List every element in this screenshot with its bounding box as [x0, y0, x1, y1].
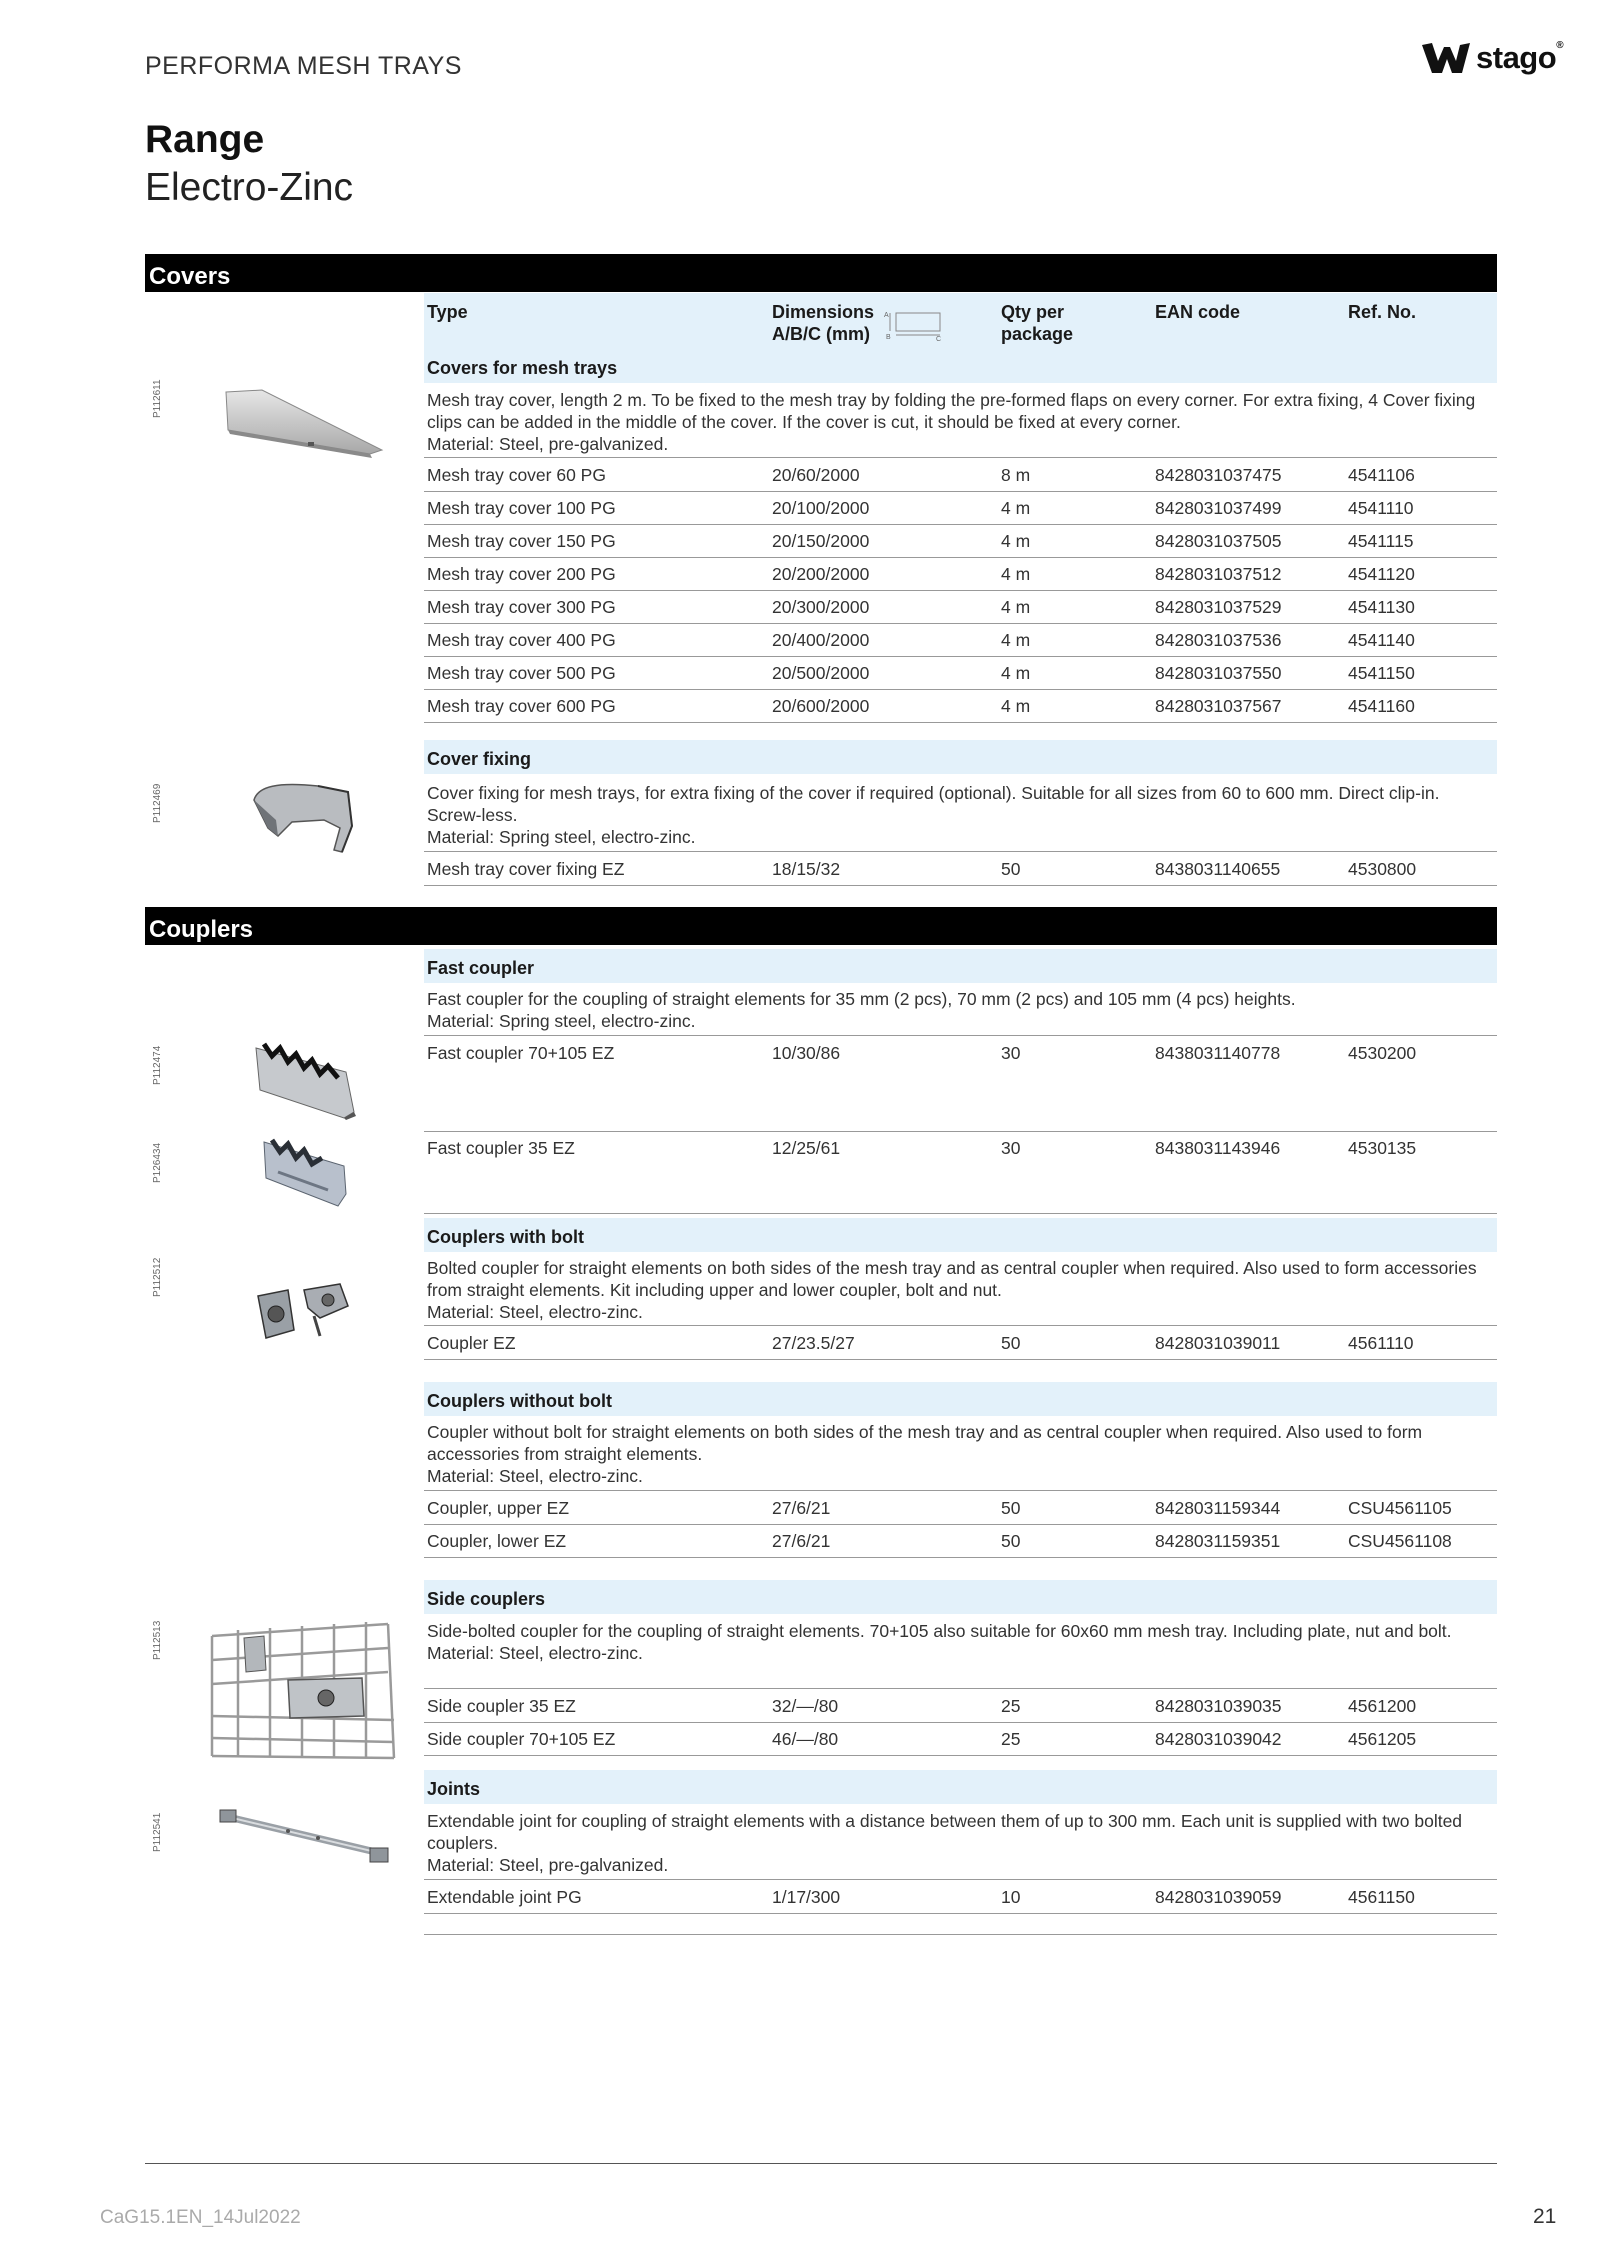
cell-type: Coupler, upper EZ — [427, 1498, 570, 1518]
cell-dimensions: 27/6/21 — [772, 1498, 831, 1518]
column-header-qty: Qty per package — [1001, 302, 1074, 344]
cell-ean: 8428031037512 — [1155, 564, 1282, 584]
cell-dimensions: 20/600/2000 — [772, 696, 870, 716]
description: Coupler without bolt for straight elements on both sides of the mesh tray and as central coupler when required. Also used to form accessories from straight elements. Material: Steel, electro-zinc. — [427, 1422, 1423, 1486]
cell-ean: 8428031159351 — [1155, 1531, 1281, 1551]
table-row — [424, 1326, 1497, 1360]
table-row — [424, 491, 1497, 525]
cell-qty: 50 — [1001, 1498, 1021, 1518]
table-row — [424, 852, 1497, 886]
cell-dimensions: 27/6/21 — [772, 1531, 831, 1551]
document-code: CaG15.1EN_14Jul2022 — [100, 2207, 301, 2228]
cell-dimensions: 18/15/32 — [772, 859, 841, 879]
subsection-couplers-without-bolt: Couplers without bolt — [424, 1382, 1497, 1416]
table-row — [424, 1131, 1497, 1214]
cell-type: Side coupler 70+105 EZ — [427, 1729, 616, 1749]
product-code: P112474 — [152, 1045, 163, 1085]
cell-type: Coupler EZ — [427, 1333, 516, 1353]
cell-ean: 8428031037499 — [1155, 498, 1282, 518]
subsection-side-couplers: Side couplers — [424, 1580, 1497, 1614]
cell-dimensions: 20/100/2000 — [772, 498, 870, 518]
cell-ref: 4530200 — [1348, 1043, 1417, 1063]
range-title: Range — [145, 118, 265, 161]
cell-ref: 4541110 — [1348, 498, 1414, 518]
extendable-joint-image — [218, 1808, 390, 1868]
cell-qty: 8 m — [1001, 465, 1031, 485]
cell-ean: 8428031039035 — [1155, 1696, 1282, 1716]
cover-fixing-clip-image — [248, 780, 358, 854]
table-row — [424, 590, 1497, 624]
subsection-covers-for-mesh-trays: Covers for mesh trays — [424, 349, 1497, 383]
cell-ean: 8428031037529 — [1155, 597, 1282, 617]
cell-type: Mesh tray cover fixing EZ — [427, 859, 625, 879]
cell-qty: 4 m — [1001, 564, 1031, 584]
cell-dimensions: 46/—/80 — [772, 1729, 839, 1749]
dimensions-diagram-icon — [884, 305, 954, 341]
side-coupler-mesh-tray-image — [208, 1620, 398, 1762]
cell-type: Fast coupler 35 EZ — [427, 1138, 575, 1158]
cell-qty: 25 — [1001, 1696, 1021, 1716]
cell-dimensions: 12/25/61 — [772, 1138, 841, 1158]
cell-ref: 4530135 — [1348, 1138, 1417, 1158]
cell-ean: 8438031140655 — [1155, 859, 1281, 879]
footer-divider — [145, 2163, 1497, 2164]
cell-type: Mesh tray cover 200 PG — [427, 564, 616, 584]
cell-ean: 8428031039011 — [1155, 1333, 1281, 1353]
fast-coupler-35-image — [258, 1132, 352, 1210]
table-row — [424, 1036, 1497, 1132]
fast-coupler-70-105-image — [250, 1038, 360, 1120]
subsection-fast-coupler: Fast coupler — [424, 949, 1497, 983]
diagram-label-b: B — [886, 334, 891, 341]
description: Side-bolted coupler for the coupling of straight elements. 70+105 also suitable for 60x60 mm mesh tray. Including plate, nut and bolt. Material: Steel, electro-zinc. — [427, 1621, 1452, 1663]
cell-ref: 4561205 — [1348, 1729, 1417, 1749]
cell-type: Mesh tray cover 400 PG — [427, 630, 616, 650]
cell-ref: 4541140 — [1348, 630, 1415, 650]
description: Bolted coupler for straight elements on both sides of the mesh tray and as central coupler when required. Also used to form accessories from straight elements. Kit including upper and lower coupler, bolt and nut. Material: Steel, electro-zinc. — [427, 1258, 1477, 1322]
description: Fast coupler for the coupling of straight elements for 35 mm (2 pcs), 70 mm (2 pcs) and 105 mm (4 pcs) heights. Material: Spring steel, electro-zinc. — [427, 989, 1296, 1031]
cell-dimensions: 20/200/2000 — [772, 564, 870, 584]
page-number: 21 — [1533, 2205, 1557, 2228]
section-bar-couplers: Couplers — [145, 907, 1497, 945]
document-header-title: PERFORMA MESH TRAYS — [145, 52, 462, 80]
diagram-label-c: C — [936, 336, 942, 341]
cell-dimensions: 1/17/300 — [772, 1887, 841, 1907]
description: Extendable joint for coupling of straight elements with a distance between them of up to 300 mm. Each unit is supplied with two bolted couplers. Material: Steel, pre-galvanized. — [427, 1811, 1463, 1875]
cell-ref: 4561200 — [1348, 1696, 1417, 1716]
table-row — [424, 656, 1497, 690]
cell-type: Mesh tray cover 600 PG — [427, 696, 616, 716]
cell-qty: 50 — [1001, 1531, 1021, 1551]
cell-ref: CSU4561108 — [1348, 1531, 1452, 1551]
table-row — [424, 689, 1497, 723]
cell-ref: 4561150 — [1348, 1887, 1415, 1907]
cell-type: Mesh tray cover 150 PG — [427, 531, 616, 551]
cell-ref: 4541106 — [1348, 465, 1415, 485]
section-bar-covers: Covers — [145, 254, 1497, 292]
diagram-label-a: A — [884, 312, 889, 319]
cell-qty: 4 m — [1001, 696, 1031, 716]
logo-text: stago® — [1476, 40, 1564, 75]
cell-qty: 4 m — [1001, 597, 1031, 617]
cell-qty: 4 m — [1001, 531, 1031, 551]
column-header-ref: Ref. No. — [1348, 302, 1417, 322]
cell-ref: 4541160 — [1348, 696, 1415, 716]
cell-type: Coupler, lower EZ — [427, 1531, 567, 1551]
cell-type: Mesh tray cover 300 PG — [427, 597, 616, 617]
product-code: P112513 — [152, 1620, 163, 1660]
table-row — [424, 1524, 1497, 1558]
cell-dimensions: 10/30/86 — [772, 1043, 841, 1063]
cell-dimensions: 20/150/2000 — [772, 531, 870, 551]
cell-ean: 8428031039059 — [1155, 1887, 1282, 1907]
cell-ean: 8428031037567 — [1155, 696, 1282, 716]
column-header-type: Type — [427, 302, 468, 322]
table-row — [424, 557, 1497, 591]
cell-dimensions: 20/400/2000 — [772, 630, 870, 650]
cell-qty: 30 — [1001, 1138, 1021, 1158]
table-row — [424, 524, 1497, 558]
cell-qty: 4 m — [1001, 498, 1031, 518]
cell-dimensions: 20/500/2000 — [772, 663, 870, 683]
cell-ean: 8438031140778 — [1155, 1043, 1281, 1063]
cell-ean: 8428031037475 — [1155, 465, 1282, 485]
cell-type: Extendable joint PG — [427, 1887, 582, 1907]
product-code: P112512 — [152, 1257, 163, 1297]
coupler-with-bolt-image — [254, 1280, 354, 1348]
cell-ean: 8428031037536 — [1155, 630, 1282, 650]
product-code: P112611 — [152, 379, 163, 418]
cell-qty: 25 — [1001, 1729, 1021, 1749]
cell-dimensions: 32/—/80 — [772, 1696, 839, 1716]
stago-logo-mark-icon — [1422, 41, 1470, 75]
cell-dimensions: 20/300/2000 — [772, 597, 870, 617]
product-code: P112541 — [152, 1812, 163, 1852]
cell-ref: 4561110 — [1348, 1333, 1414, 1353]
cell-type: Fast coupler 70+105 EZ — [427, 1043, 615, 1063]
cell-ref: CSU4561105 — [1348, 1498, 1452, 1518]
product-code: P112469 — [152, 783, 163, 823]
cell-qty: 10 — [1001, 1887, 1021, 1907]
cell-type: Side coupler 35 EZ — [427, 1696, 576, 1716]
subsection-joints: Joints — [424, 1770, 1497, 1804]
cell-ref: 4541150 — [1348, 663, 1415, 683]
cell-dimensions: 27/23.5/27 — [772, 1333, 855, 1353]
cell-qty: 4 m — [1001, 630, 1031, 650]
mesh-tray-cover-image — [222, 388, 386, 458]
cell-ean: 8438031143946 — [1155, 1138, 1281, 1158]
cell-type: Mesh tray cover 60 PG — [427, 465, 606, 485]
table-row — [424, 1689, 1497, 1723]
subsection-couplers-with-bolt: Couplers with bolt — [424, 1218, 1497, 1252]
cell-qty: 50 — [1001, 1333, 1021, 1353]
cell-ean: 8428031037550 — [1155, 663, 1282, 683]
cell-ean: 8428031159344 — [1155, 1498, 1281, 1518]
table-row — [424, 623, 1497, 657]
cell-qty: 50 — [1001, 859, 1021, 879]
table-row — [424, 1722, 1497, 1756]
stago-logo — [1422, 40, 1563, 76]
cell-ref: 4530800 — [1348, 859, 1417, 879]
product-code: P126434 — [152, 1142, 163, 1183]
cell-ref: 4541120 — [1348, 564, 1415, 584]
cell-type: Mesh tray cover 500 PG — [427, 663, 616, 683]
description: Cover fixing for mesh trays, for extra fixing of the cover if required (optional). Suitable for all sizes from 60 to 600 mm. Direct clip-in. Screw-less. Material: Spring steel, electro-zinc. — [427, 783, 1440, 847]
cell-type: Mesh tray cover 100 PG — [427, 498, 616, 518]
cell-ref: 4541130 — [1348, 597, 1415, 617]
table-row — [424, 1491, 1497, 1525]
cell-ean: 8428031039042 — [1155, 1729, 1282, 1749]
table-row — [424, 458, 1497, 492]
table-row — [424, 1880, 1497, 1914]
cell-ean: 8428031037505 — [1155, 531, 1282, 551]
subsection-cover-fixing: Cover fixing — [424, 740, 1497, 774]
description: Mesh tray cover, length 2 m. To be fixed to the mesh tray by folding the pre-formed flaps on every corner. For extra fixing, 4 Cover fixing clips can be added in the middle of the cover. If the cover is cut, it should be fixed at every corner. Material: Steel, pre-galvanized. — [427, 390, 1476, 454]
cell-ref: 4541115 — [1348, 531, 1414, 551]
column-header-ean: EAN code — [1155, 302, 1241, 322]
cell-qty: 4 m — [1001, 663, 1031, 683]
cell-qty: 30 — [1001, 1043, 1021, 1063]
column-header-dimensions: Dimensions A/B/C (mm) — [772, 302, 875, 344]
cell-dimensions: 20/60/2000 — [772, 465, 860, 485]
range-subtitle: Electro-Zinc — [145, 166, 354, 209]
